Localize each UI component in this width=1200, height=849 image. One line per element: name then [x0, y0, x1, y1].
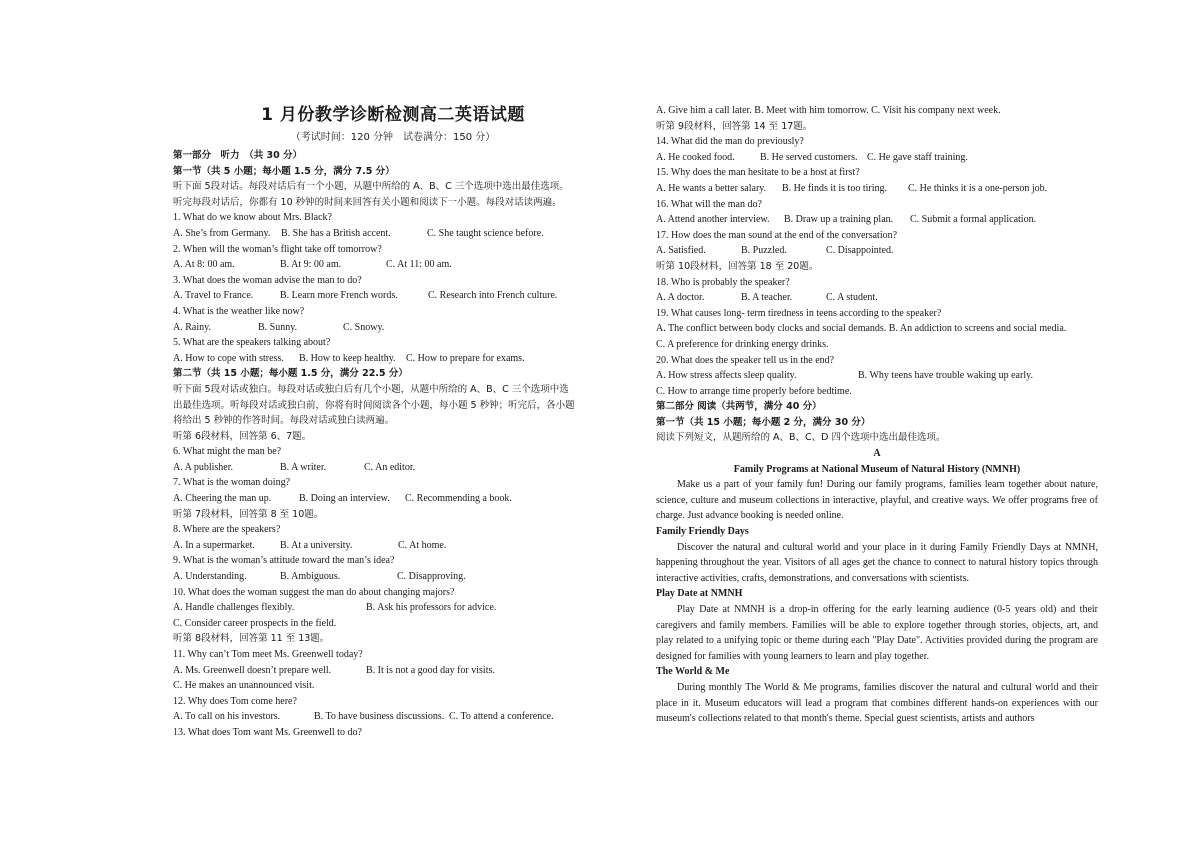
options-17: [656, 243, 1098, 259]
options-12: [173, 709, 613, 725]
option-c: C. Disapproving.: [397, 571, 466, 583]
options-14: [656, 150, 1098, 166]
option-b: B. A teacher.: [741, 292, 793, 304]
options-10: [173, 600, 613, 616]
question-5: 5. What are the speakers talking about?: [173, 337, 331, 349]
options-3: [173, 288, 613, 304]
options-5: [173, 351, 613, 367]
option-c: C. An editor.: [364, 461, 416, 473]
options-6: [173, 460, 613, 476]
passage-subheading: The World & Me: [656, 666, 730, 678]
option-c: C. Disappointed.: [826, 245, 894, 257]
option-c: C. He gave staff training.: [867, 151, 968, 163]
option-a: A. She’s from Germany.: [173, 227, 271, 239]
option-a: A. In a supermarket.: [173, 539, 255, 551]
options-2: [173, 257, 613, 273]
instructions-line: 听下面 5段对话。每段对话后有一个小题，从题中所给的 A、B、C 三个选项中选出最佳选项。: [173, 181, 569, 193]
options-11: [173, 663, 613, 679]
option-b: B. At 9: 00 am.: [280, 259, 342, 271]
passage-paragraph: Discover the natural and cultural world and your place in it during Family Friendly Days at NMNH, happening throughout the year. Visitors of all ages get the chance to connect to natural history topics through interactive activities, crafts, demonstrations, and conversations with scientists.: [656, 541, 1098, 584]
question-6: 6. What might the man be?: [173, 446, 282, 458]
option-b: B. How to keep healthy.: [299, 352, 396, 364]
option-b: B. He finds it is too tiring.: [782, 182, 887, 194]
option-c: C. She taught science before.: [427, 227, 544, 239]
options-20: [656, 368, 1098, 384]
passage-subheading: Play Date at NMNH: [656, 588, 743, 600]
question-8: 8. Where are the speakers?: [173, 524, 281, 536]
option-c: C. A preference for drinking energy drinks.: [656, 338, 829, 350]
question-11: 11. Why can’t Tom meet Ms. Greenwell today?: [173, 649, 363, 660]
option-a: A. Cheering the man up.: [173, 493, 272, 505]
option-c: C. He makes an unannounced visit.: [173, 680, 315, 692]
right-column: [656, 103, 1098, 727]
question-19: 19. What causes long- term tiredness in teens according to the speaker?: [656, 307, 942, 319]
option-c: C. Recommending a book.: [405, 493, 512, 505]
option-b: B. Why teens have trouble waking up early.: [858, 370, 1033, 382]
material-heading: 听第 7段材料，回答第 8 至 10题。: [173, 508, 324, 520]
options-15: [656, 181, 1098, 197]
option-c: C. A student.: [826, 292, 878, 304]
section-heading: 第一节（共 5 小题；每小题 1.5 分，满分 7.5 分）: [173, 165, 395, 177]
exam-title: 1 月份教学诊断检测高二英语试题: [261, 105, 525, 125]
option-b: B. A writer.: [280, 461, 327, 473]
option-b: B. Learn more French words.: [280, 290, 398, 302]
option-a: A. He cooked food.: [656, 151, 735, 163]
question-12: 12. Why does Tom come here?: [173, 695, 297, 707]
option-a: A. A publisher.: [173, 461, 234, 473]
question-18: 18. Who is probably the speaker?: [656, 276, 790, 288]
instructions-line: 听完每段对话后，你都有 10 秒钟的时间来回答有关小题和阅读下一小题。每段对话读两遍。: [173, 196, 562, 208]
question-2: 2. When will the woman’s flight take off tomorrow?: [173, 243, 382, 255]
options-16: [656, 212, 1098, 228]
exam-subtitle: （考试时间：120 分钟 试卷满分：150 分）: [290, 132, 496, 143]
option-b: B. Doing an interview.: [299, 493, 390, 505]
option-c: C. How to prepare for exams.: [406, 352, 525, 364]
question-10: 10. What does the woman suggest the man do about changing majors?: [173, 586, 455, 598]
passage-paragraph: Play Date at NMNH is a drop-in offering for the early learning audience (0-5 years old) and their caregivers and family members. Families will be able to explore together through stories, objects, art, and play related to a unifying topic or theme during each "Play Date". Activities provided during the program are designed for families with young learners to learn and play together.: [656, 604, 1098, 662]
material-heading: 听第 9段材料，回答第 14 至 17题。: [656, 120, 813, 132]
option-a: A. Travel to France.: [173, 290, 254, 302]
left-column: [173, 148, 613, 741]
option-a: A. How stress affects sleep quality.: [656, 370, 797, 382]
option-b: B. He served customers.: [760, 151, 858, 163]
passage-title: Family Programs at National Museum of Natural History (NMNH): [733, 463, 1021, 475]
section-heading: 第二节（共 15 小题；每小题 1.5 分，满分 22.5 分）: [173, 368, 408, 380]
option-a: A. Handle challenges flexibly.: [173, 602, 295, 614]
options-7: [173, 491, 613, 507]
option-a: A. Attend another interview.: [656, 214, 770, 226]
question-16: 16. What will the man do?: [656, 198, 762, 210]
option-a: A. Rainy.: [173, 321, 211, 333]
options-18: [656, 290, 1098, 306]
option-c: C. Snowy.: [343, 321, 385, 333]
option-b: B. Draw up a training plan.: [784, 214, 894, 226]
options-19: A. The conflict between body clocks and social demands. B. An addiction to screens and social media.: [656, 323, 1067, 335]
option-c: C. Research into French culture.: [428, 290, 558, 302]
question-15: 15. Why does the man hesitate to be a host at first?: [656, 167, 860, 179]
question-3: 3. What does the woman advise the man to do?: [173, 274, 362, 286]
option-b: B. Puzzled.: [741, 245, 787, 257]
option-c: C. To attend a conference.: [449, 711, 554, 723]
question-1: 1. What do we know about Mrs. Black?: [173, 212, 332, 224]
options-9: [173, 569, 613, 585]
material-heading: 听第 8段材料，回答第 11 至 13题。: [173, 633, 330, 645]
option-c: C. Submit a formal application.: [910, 214, 1037, 226]
question-14: 14. What did the man do previously?: [656, 136, 804, 148]
passage-subheading: Family Friendly Days: [656, 526, 749, 538]
option-a: A. A doctor.: [656, 292, 705, 304]
option-a: A. To call on his investors.: [173, 711, 281, 723]
option-c: C. Consider career prospects in the field.: [173, 617, 337, 629]
option-b: B. Sunny.: [258, 321, 298, 333]
instructions-line: 将给出 5 秒钟的作答时间。每段对话或独白读两遍。: [173, 415, 395, 427]
question-20: 20. What does the speaker tell us in the end?: [656, 354, 835, 366]
option-c: C. At 11: 00 am.: [386, 259, 452, 271]
passage-paragraph: During monthly The World & Me programs, families discover the natural and cultural world and their place in it. Museum educators will lead a program that combines different hands-on experiences with our museum's collections related to that month's theme. Special guest scientists, artists and authors: [656, 681, 1098, 725]
material-heading: 听第 10段材料，回答第 18 至 20题。: [656, 260, 819, 272]
instructions-line: 出最佳选项。听每段对话或独白前，你将有时间阅读各个小题，每小题 5 秒钟；听完后，各小题: [173, 399, 575, 411]
passage-label: A: [873, 448, 881, 460]
instructions-line: 听下面 5段对话或独白。每段对话或独白后有几个小题，从题中所给的 A、B、C 三个选项中选: [173, 383, 569, 395]
option-b: B. At a university.: [280, 539, 353, 551]
option-a: A. Satisfied.: [656, 245, 706, 257]
option-b: B. It is not a good day for visits.: [366, 664, 495, 676]
question-9: 9. What is the woman’s attitude toward the man’s idea?: [173, 555, 395, 567]
passage-paragraph: Make us a part of your family fun! During our family programs, families learn together about nature, science, culture and museum collections in interactive, playful, and creative ways. We offer programs free of charge. Just advance booking is needed online.: [656, 479, 1098, 522]
option-a: A. He wants a better salary.: [656, 182, 767, 194]
options-4: [173, 320, 613, 336]
option-a: A. Ms. Greenwell doesn’t prepare well.: [173, 664, 332, 676]
options-1: [173, 226, 613, 242]
option-b: B. She has a British accent.: [281, 227, 391, 239]
question-4: 4. What is the weather like now?: [173, 305, 305, 317]
option-a: A. How to cope with stress.: [173, 352, 284, 364]
material-heading: 听第 6段材料，回答第 6、7题。: [173, 430, 312, 442]
option-a: A. At 8: 00 am.: [173, 259, 235, 271]
option-b: B. To have business discussions.: [314, 711, 445, 723]
option-b: B. Ask his professors for advice.: [366, 602, 497, 614]
instructions-line: 阅读下列短文，从题所给的 A、B、C、D 四个选项中选出最佳选项。: [656, 432, 946, 444]
option-c: C. He thinks it is a one-person job.: [908, 182, 1048, 194]
part-heading: 第一部分 听力 （共 30 分）: [173, 150, 303, 161]
option-c: C. How to arrange time properly before bedtime.: [656, 385, 852, 397]
question-13: 13. What does Tom want Ms. Greenwell to do?: [173, 726, 362, 738]
option-b: B. Ambiguous.: [280, 571, 341, 583]
part-heading: 第二部分 阅读（共两节，满分 40 分）: [656, 401, 822, 413]
section-heading: 第一节（共 15 小题；每小题 2 分，满分 30 分）: [656, 416, 871, 428]
option-c: C. At home.: [398, 539, 447, 551]
question-7: 7. What is the woman doing?: [173, 477, 291, 489]
option-a: A. Understanding.: [173, 571, 247, 583]
options-13: A. Give him a call later. B. Meet with him tomorrow. C. Visit his company next week.: [656, 105, 1001, 116]
options-8: [173, 538, 613, 554]
question-17: 17. How does the man sound at the end of the conversation?: [656, 229, 898, 241]
